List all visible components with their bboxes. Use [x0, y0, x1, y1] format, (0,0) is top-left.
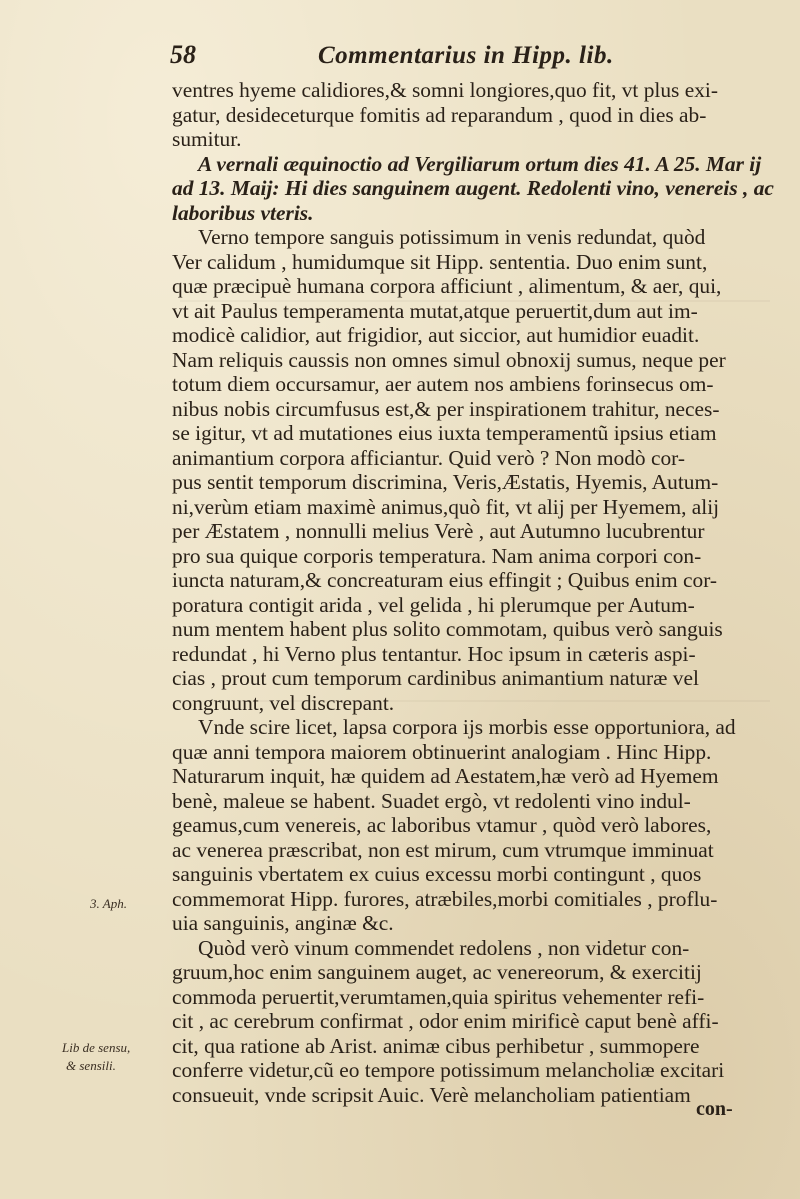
text-line: sumitur.	[172, 127, 242, 151]
text-line: iuncta naturam,& concreaturam eius effingit ; Quibus enim cor-	[172, 568, 718, 592]
text-line: se igitur, vt ad mutationes eius iuxta temperamentũ ipsius etiam	[172, 421, 717, 445]
text-line: nibus nobis circumfusus est,& per inspirationem trahitur, neces-	[172, 396, 720, 421]
text-line: Nam reliquis caussis non omnes simul obnoxij sumus, neque per	[172, 347, 726, 372]
running-head: Commentarius in Hipp. lib.	[318, 42, 614, 69]
body-text	[172, 78, 774, 1107]
text-line: commemorat Hipp. furores, atræbiles,morbi comitiales , proflu-	[172, 886, 718, 911]
text-line: Ver calidum , humidumque sit Hipp. sententia. Duo enim sunt,	[172, 249, 708, 274]
text-line: benè, maleue se habent. Suadet ergò, vt redolenti vino indul-	[172, 788, 691, 813]
text-line: sanguinis vbertatem ex cuius excessu morbi contingunt , quos	[172, 862, 702, 886]
aphorism-line: laboribus vteris.	[172, 200, 314, 225]
text-line: Verno tempore sanguis potissimum in venis redundat, quòd	[198, 225, 706, 249]
text-line: geamus,cum venereis, ac laboribus vtamur , quòd verò labores,	[172, 813, 712, 837]
catchword: con-	[696, 1098, 733, 1120]
text-line: quæ præcipuè humana corpora afficiunt , alimentum, & aer, qui,	[172, 274, 722, 298]
text-line: poratura contigit arida , vel gelida , hi plerumque per Autum-	[172, 592, 695, 617]
margin-note-lib-line2: & sensili.	[66, 1058, 116, 1073]
text-line: animantium corpora afficiantur. Quid verò ? Non modò cor-	[172, 445, 685, 470]
text-line: Vnde scire licet, lapsa corpora ijs morbis esse opportuniora, ad	[198, 715, 736, 739]
margin-note-aph: 3. Aph.	[90, 896, 127, 911]
text-line: consueuit, vnde scripsit Auic. Verè melancholiam patientiam	[172, 1082, 691, 1107]
page-number: 58	[170, 40, 196, 69]
text-line: cit , ac cerebrum confirmat , odor enim mirificè caput benè affi-	[172, 1009, 719, 1033]
text-line: redundat , hi Verno plus tentantur. Hoc ipsum in cæteris aspi-	[172, 641, 696, 666]
text-line: num mentem habent plus solito commotam, quibus verò sanguis	[172, 617, 723, 641]
text-line: per Æstatem , nonnulli melius Verè , aut Autumno lucubrentur	[172, 519, 705, 543]
text-line: cias , prout cum temporum cardinibus animantium naturæ vel	[172, 666, 699, 690]
text-line: Naturarum inquit, hæ quidem ad Aestatem,hæ verò ad Hyemem	[172, 764, 719, 788]
text-line: commoda peruertit,verumtamen,quia spiritus vehementer refi-	[172, 984, 705, 1009]
text-line: ni,verùm etiam maximè animus,quò fit, vt alij per Hyemem, alij	[172, 494, 720, 519]
text-line: quæ anni tempora maiorem obtinuerint analogiam . Hinc Hipp.	[172, 739, 712, 764]
text-line: uia sanguinis, anginæ &c.	[172, 911, 394, 935]
text-line: totum diem occursamur, aer autem nos ambiens forinsecus om-	[172, 372, 714, 396]
text-line: cit, qua ratione ab Arist. animæ cibus perhibetur , summopere	[172, 1033, 700, 1058]
text-line: gruum,hoc enim sanguinem auget, ac venereorum, & exercitij	[172, 960, 702, 984]
text-line: conferre videtur,cũ eo tempore potissimum melancholiæ excitari	[172, 1058, 725, 1082]
page-header	[170, 38, 770, 72]
text-line: pus sentit temporum discrimina, Veris,Æstatis, Hyemis, Autum-	[172, 470, 719, 494]
text-line: ac venerea præscribat, non est mirum, cum vtrumque imminuat	[172, 837, 714, 862]
text-line: modicè calidior, aut frigidior, aut siccior, aut humidior euadit.	[172, 323, 700, 347]
text-line: ventres hyeme calidiores,& somni longiores,quo fit, vt plus exi-	[172, 78, 718, 102]
text-line: pro sua quique corporis temperatura. Nam anima corpori con-	[172, 543, 702, 568]
text-line: congruunt, vel discrepant.	[172, 690, 395, 715]
text-line: gatur, desideceturque fomitis ad reparandum , quod in dies ab-	[172, 102, 707, 127]
text-line: Quòd verò vinum commendet redolens , non videtur con-	[198, 935, 690, 960]
aphorism-line: A vernali æquinoctio ad Vergiliarum ortum dies 41. A 25. Mar ij	[198, 151, 762, 176]
margin-note-lib-line1: Lib de sensu,	[62, 1040, 131, 1055]
text-line: vt ait Paulus temperamenta mutat,atque peruertit,dum aut im-	[172, 298, 698, 323]
aphorism-line: ad 13. Maij: Hi dies sanguinem augent. Redolenti vino, venereis , ac	[172, 176, 774, 200]
